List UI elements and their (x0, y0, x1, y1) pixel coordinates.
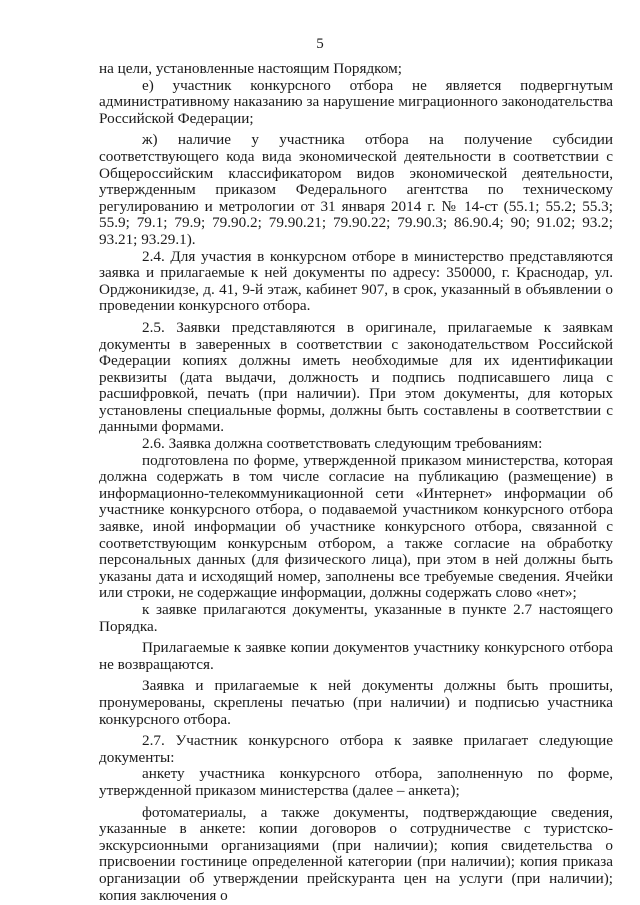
page-number: 5 (316, 36, 324, 52)
paragraph: на цели, установленные настоящим Порядком; (99, 60, 402, 77)
paragraph: ж) наличие у участника отбора на получение субсидии соответствующего кода вида экономической деятельности в соответствии с Общероссийским классификатором видов экономической деятельности, утвержденным приказом Федерального агентства по техническому регулированию и метрологии от 31 января 2014 г. № 14-ст (55.1; 55.2; 55.3; 55.9; 79.1; 79.9; 79.90.2; 79.90.21; 79.90.22; 79.90.3; 86.90.4; 90; 91.02; 93.2; 93.21; 93.29.1). (99, 131, 613, 248)
paragraph: Прилагаемые к заявке копии документов участнику конкурсного отбора не возвращаются. (99, 639, 613, 673)
document-body (99, 61, 613, 904)
paragraph: подготовлена по форме, утвержденной приказом министерства, которая должна содержать в том числе согласие на публикацию (размещение) в информационно-телекоммуникационной сети «Интернет» информации об участнике конкурсного отбора, о подаваемой участником конкурсного отбора заявке, иной информации об участнике конкурсного отбора, связанной с соответствующим конкурсным отбором, а также согласие на обработку персональных данных (для физического лица), при этом в ней должны быть указаны дата и исходящий номер, заполнены все требуемые сведения. Ячейки или строки, не содержащие информации, должны содержать слово «нет»; (99, 451, 613, 602)
paragraph: 2.7. Участник конкурсного отбора к заявке прилагает следующие документы: (99, 732, 613, 766)
paragraph: фотоматериалы, а также документы, подтверждающие сведения, указанные в анкете: копии договоров о сотрудничестве с туристско-экскурсионными организациями (при наличии); копия свидетельства о присвоении гостинице определенной категории (при наличии); копия приказа организации об утверждении прейскуранта цен на услуги (при наличии); копия заключения о (99, 803, 613, 904)
paragraph: 2.5. Заявки представляются в оригинале, прилагаемые к заявкам документы в заверенных в соответствии с законодательством Российской Федерации копиях должны иметь необходимые для их идентификации реквизиты (дата выдачи, должность и подпись подписавшего лица с расшифровкой, печать (при наличии). При этом документы, для которых установлены специальные формы, должны быть составлены в соответствии с данными формами. (99, 318, 613, 436)
paragraph: 2.4. Для участия в конкурсном отборе в министерство представляются заявка и прилагаемые к ней документы по адресу: 350000, г. Краснодар, ул. Орджоникидзе, д. 41, 9-й этаж, кабинет 907, в срок, указанный в объявлении о проведении конкурсного отбора. (99, 247, 613, 315)
paragraph: 2.6. Заявка должна соответствовать следующим требованиям: (142, 435, 543, 453)
paragraph: к заявке прилагаются документы, указанные в пункте 2.7 настоящего Порядка. (99, 601, 613, 635)
paragraph: анкету участника конкурсного отбора, заполненную по форме, утвержденной приказом министерства (далее – анкета); (99, 765, 613, 799)
paragraph: Заявка и прилагаемые к ней документы должны быть прошиты, пронумерованы, скреплены печатью (при наличии) и подписью участника конкурсного отбора. (99, 677, 613, 728)
paragraph: е) участник конкурсного отбора не является подвергнутым административному наказанию за нарушение миграционного законодательства Российской Федерации; (99, 76, 613, 127)
